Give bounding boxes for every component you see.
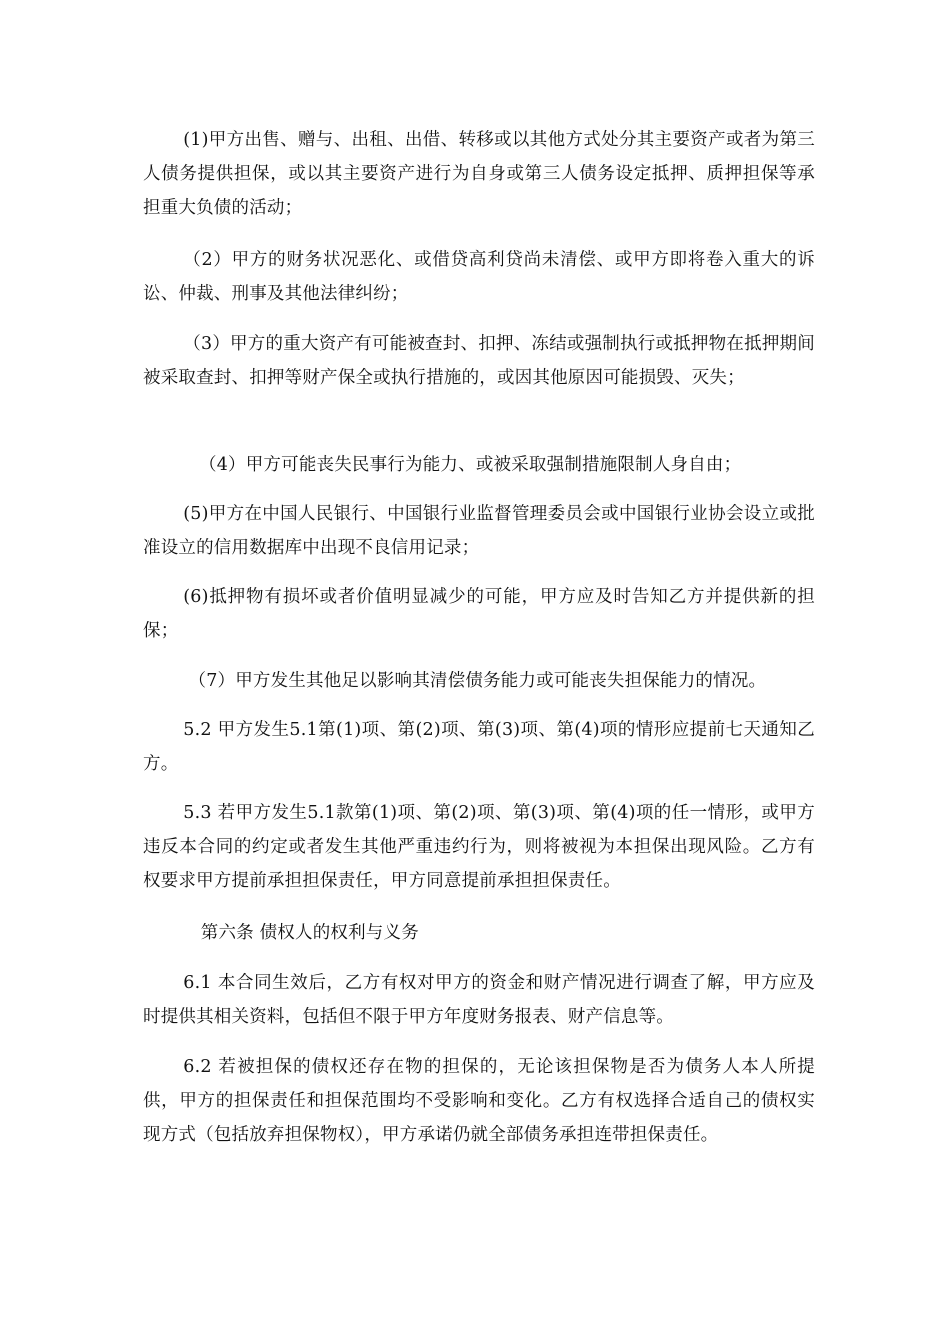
article-6-heading: 第六条 债权人的权利与义务 — [200, 923, 419, 943]
clause-5-1-item-3: （3）甲方的重大资产有可能被查封、扣押、冻结或强制执行或抵押物在抵押期间被采取查封、扣押等财产保全或执行措施的，或因其他原因可能损毁、灭失； — [143, 334, 815, 388]
clause-5-1-item-5: (5)甲方在中国人民银行、中国银行业监督管理委员会或中国银行业协会设立或批准设立的信用数据库中出现不良信用记录； — [143, 504, 815, 558]
clause-5-1-item-7: （7）甲方发生其他足以影响其清偿债务能力或可能丧失担保能力的情况。 — [188, 671, 767, 691]
clause-6-1: 6.1 本合同生效后，乙方有权对甲方的资金和财产情况进行调查了解，甲方应及时提供其相关资料，包括但不限于甲方年度财务报表、财产信息等。 — [143, 973, 815, 1027]
clause-5-1-item-6: (6)抵押物有损坏或者价值明显减少的可能，甲方应及时告知乙方并提供新的担保； — [143, 587, 815, 641]
clause-5-3: 5.3 若甲方发生5.1款第(1)项、第(2)项、第(3)项、第(4)项的任一情形，或甲方违反本合同的约定或者发生其他严重违约行为，则将被视为本担保出现风险。乙方有权要求甲方提前承担担保责任，甲方同意提前承担担保责任。 — [143, 803, 815, 891]
clause-5-2: 5.2 甲方发生5.1第(1)项、第(2)项、第(3)项、第(4)项的情形应提前七天通知乙方。 — [143, 720, 815, 774]
clause-5-1-item-1: (1)甲方出售、赠与、出租、出借、转移或以其他方式处分其主要资产或者为第三人债务提供担保，或以其主要资产进行为自身或第三人债务设定抵押、质押担保等承担重大负债的活动； — [143, 130, 815, 218]
clause-6-2: 6.2 若被担保的债权还存在物的担保的，无论该担保物是否为债务人本人所提供，甲方的担保责任和担保范围均不受影响和变化。乙方有权选择合适自己的债权实现方式（包括放弃担保物权），甲方承诺仍就全部债务承担连带担保责任。 — [143, 1057, 815, 1145]
clause-5-1-item-4: （4）甲方可能丧失民事行为能力、或被采取强制措施限制人身自由； — [199, 455, 742, 475]
clause-5-1-item-2: （2）甲方的财务状况恶化、或借贷高利贷尚未清偿、或甲方即将卷入重大的诉讼、仲裁、刑事及其他法律纠纷； — [143, 250, 815, 304]
